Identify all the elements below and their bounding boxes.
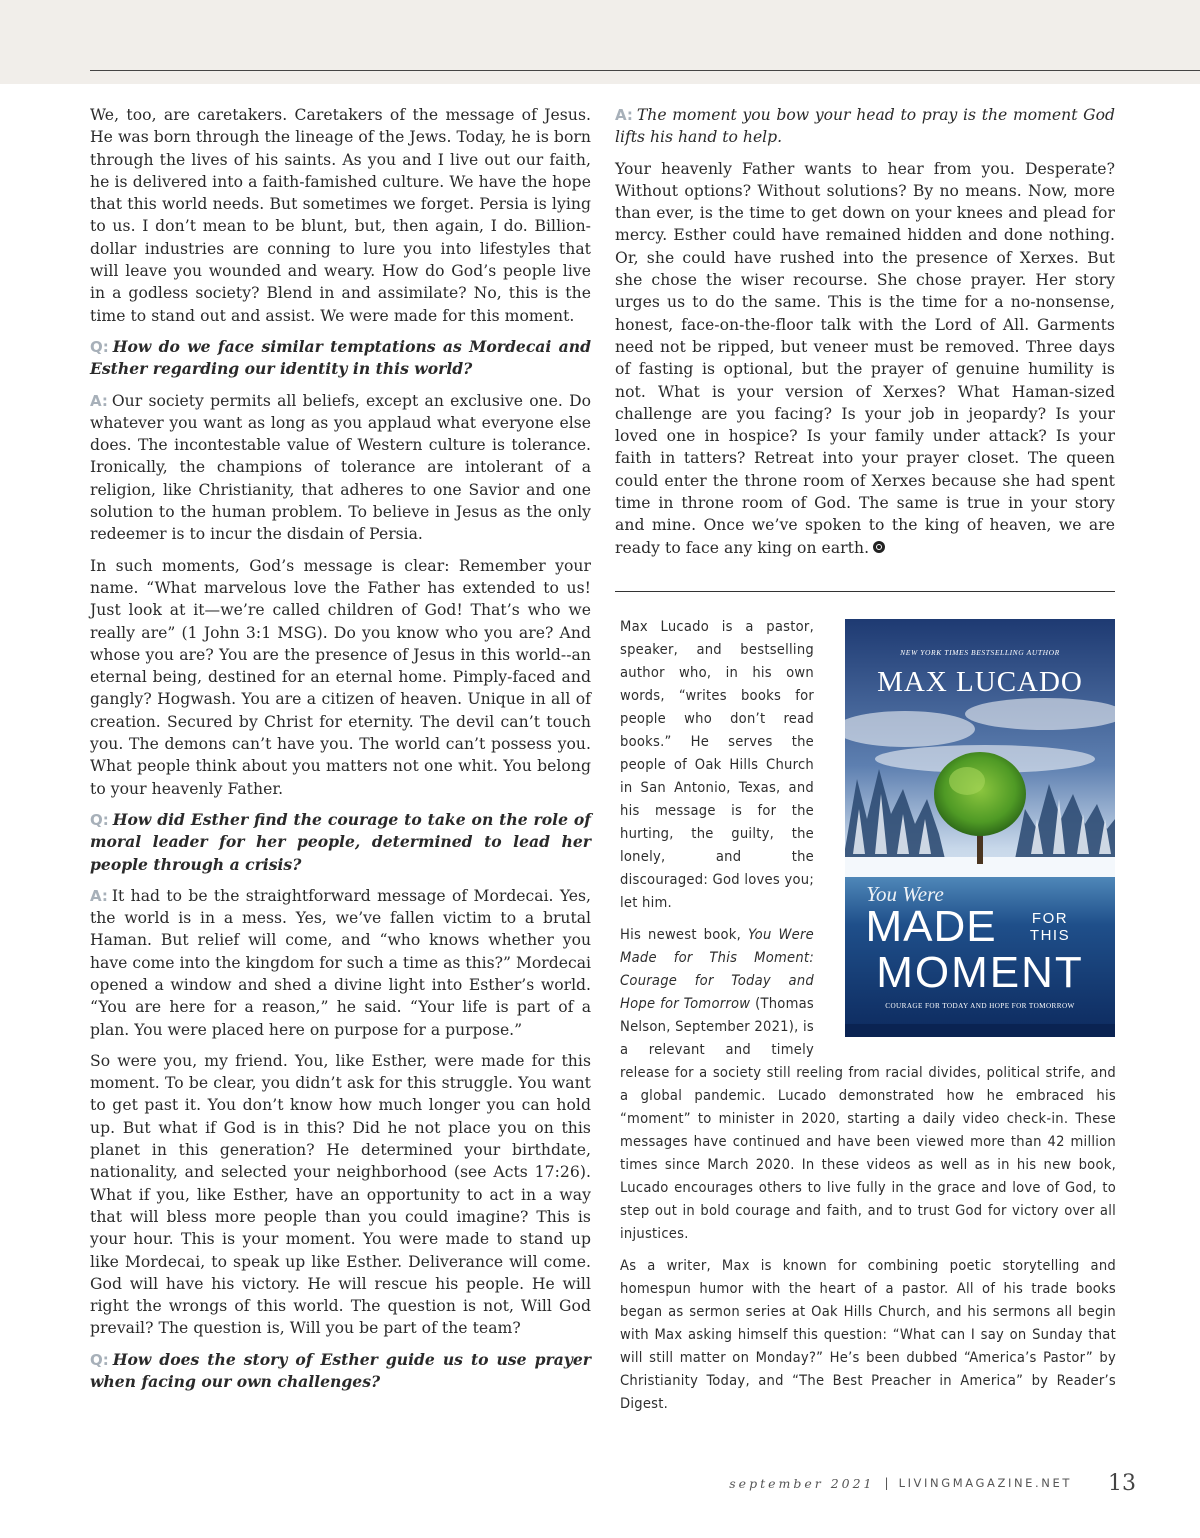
answer-marker: A: (615, 106, 633, 124)
right-column (615, 104, 1115, 568)
book-title-this: THIS (1029, 927, 1071, 944)
book-author: MAX LUCADO (877, 666, 1083, 698)
left-column (90, 104, 591, 1402)
bio-paragraph: As a writer, Max is known for combining poetic storytelling and homespun humor with the heart of a pastor. All of his trade books began as sermon series at Oak Hills Church, and his sermons all begin with Max asking himself this question: “What can I say on Sunday that will still matter on Monday?” He’s been dubbed “America’s Pastor” by Christianity Today, and “The Best Preacher in America” by Reader’s Digest. (620, 1257, 1116, 1412)
question-marker: Q: (90, 337, 109, 356)
book-subtitle: COURAGE FOR TODAY AND HOPE FOR TOMORROW (885, 1002, 1075, 1010)
answer (90, 885, 591, 1041)
answer-marker: A: (90, 391, 108, 410)
book-title-for: FOR (1031, 910, 1069, 927)
answer-marker: A: (90, 886, 108, 905)
answer-text: It had to be the straightforward message of Mordecai. Yes, the world is in a mess. Yes, we’ve fallen victim to a brutal Haman. But relief will come, and “who knows whether you have come into the kingdom for such a time as this?” Mordecai opened a window and shed a divine light into Esther’s world. “You are here for a reason,” he said. “Your life is part of a plan. You were placed here on purpose for a purpose.” (90, 886, 591, 1039)
question-text: How do we face similar temptations as Mordecai and Esther regarding our identity in this world? (90, 336, 591, 379)
issue-date: september 2021 (729, 1475, 875, 1491)
question-marker: Q: (90, 810, 109, 829)
paragraph-text: Your heavenly Father wants to hear from you. Desperate? Without options? Without solutions? By no means. Now, more than ever, is the time to get down on your knees and plead for mercy. Esther could have remained hidden and done nothing. Or, she could have rushed into the presence of Xerxes. But she chose the wiser recourse. She chose prayer. Her story urges us to do the same. This is the time for a no-nonsense, honest, face-on-the-floor talk with the Lord of All. Garments need not be ripped, but veneer must be removed. Three days of fasting is optional, but the prayer of genuine humility is not. What is your version of Xerxes? What Haman-sized challenge are you facing? Is your job in jeopardy? Is your loved one in hospice? Is your family under attack? Is your faith in tatters? Retreat into your prayer closet. The queen could enter the throne room of Xerxes because she had spent time in throne room of God. The same is true in your story and mine. Once we’ve spoken to the king of heaven, we are ready to face any king on earth. (615, 159, 1115, 557)
question-text: How did Esther find the courage to take on the role of moral leader for her people, determined to lead her people through a crisis? (90, 809, 591, 874)
bio-divider (615, 591, 1115, 592)
question-text: How does the story of Esther guide us to use prayer when facing our own challenges? (90, 1349, 591, 1392)
paragraph: In such moments, God’s message is clear: Remember your name. “What marvelous love the Father has extended to us! Just look at it—we’re called children of God! That’s who we really are” (1 John 3:1 MSG). Do you know who you are? And whose you are? You are the presence of Jesus in this world--an eternal being, destined for an eternal home. Pimply-faced and gangly? Hogwash. You are a citizen of heaven. Unique in all of creation. Secured by Christ for eternity. The devil can’t touch you. The demons can’t have you. The world can’t possess you. What people think about you matters not one whit. You belong to your heavenly Father. (90, 556, 591, 798)
question-marker: Q: (90, 1350, 109, 1369)
end-mark-icon (873, 541, 885, 553)
paragraph: So were you, my friend. You, like Esther, were made for this moment. To be clear, you didn’t ask for this struggle. You want to get past it. You don’t know how much longer you can hold up. But what if God is in this? Did he not place you on this planet in this generation? He determined your birthdate, nationality, and selected your neighborhood (see Acts 17:26). What if you, like Esther, have an opportunity to act in a way that will bless more people than you could imagine? This is your hour. This is your moment. You were made to stand up like Mordecai, to speak up like Esther. Deliverance will come. God will have his victory. He will rescue his people. He will right the wrongs of this world. The question is not, Will God prevail? The question is, Will you be part of the team? (90, 1051, 591, 1338)
book-title-script: You Were (866, 882, 944, 906)
book-title-made: MADE (865, 902, 997, 951)
answer (90, 390, 591, 546)
book-title-ref: You Were Made for This Moment: Courage for Today and Hope for Tomorrow (620, 926, 814, 1012)
question (90, 336, 591, 381)
answer-text: The moment you bow your head to pray is the moment God lifts his hand to help. (615, 106, 1115, 147)
header-rule (90, 70, 1200, 71)
website-link[interactable]: LIVINGMAGAZINE.NET (898, 1476, 1072, 1490)
page-number: 13 (1108, 1470, 1136, 1496)
book-cover (845, 619, 1115, 1037)
footer-separator: | (884, 1476, 889, 1490)
book-title-moment: MOMENT (876, 948, 1084, 997)
paragraph (615, 158, 1115, 559)
question (90, 1349, 591, 1394)
bio-text: (Thomas Nelson, September 2021), is a relevant and timely release for a society still reeling from racial divides, political strife, and a global pandemic. Lucado demonstrated how he embraced his “moment” to minister in 2020, starting a daily video check-in. These messages have continued and have been viewed more than 42 million times since March 2020. In these videos as well as in his new book, Lucado encourages others to live fully in the grace and love of God, to step out in bold courage and faith, and to trust God for victory over all injustices. (620, 995, 1116, 1242)
page-footer (729, 1465, 1136, 1501)
answer (615, 104, 1115, 149)
header-band (0, 0, 1200, 84)
question (90, 809, 591, 876)
paragraph: We, too, are caretakers. Caretakers of the message of Jesus. He was born through the lineage of the Jews. Today, he is born through the lives of his saints. As you and I live out our faith, he is delivered into a faith-famished culture. We have the hope that this world needs. But sometimes we forget. Persia is lying to us. I don’t mean to be blunt, but, then again, I do. Billion-dollar industries are conning to lure you into lifestyles that will leave you wounded and weary. How do God’s people live in a godless society? Blend in and assimilate? No, this is the time to stand out and assist. We were made for this moment. (90, 106, 591, 325)
bio-paragraph: Max Lucado is a pastor, speaker, and bestselling author who, in his own words, “writes books for people who don’t read books.” He serves the people of Oak Hills Church in San Antonio, Texas, and his message is for the hurting, the guilty, the lonely, and the discouraged: God loves you; let him. (620, 618, 814, 911)
book-kicker: NEW YORK TIMES BESTSELLING AUTHOR (900, 648, 1060, 657)
answer-text: Our society permits all beliefs, except an exclusive one. Do whatever you want as long as you applaud what everyone else does. The incontestable value of Western culture is tolerance. Ironically, the champions of tolerance are intolerant of a religion, like Christianity, that adheres to one Savior and one solution to the human problem. To believe in Jesus as the only redeemer is to incur the disdain of Persia. (90, 391, 591, 544)
bio-text: His newest book, (620, 926, 749, 943)
